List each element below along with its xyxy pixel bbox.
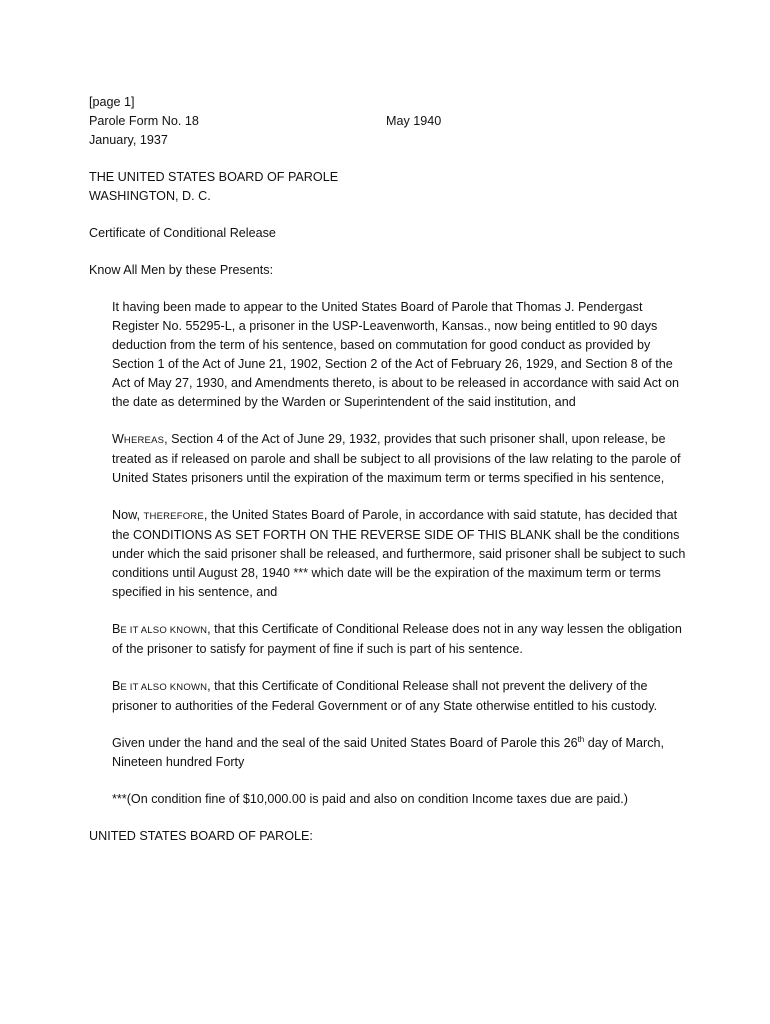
paragraph-text: It having been made to appear to the United States Board of Parole that Thomas J. Pendergast Register No. 55295-L, a prisoner in the USP-Leavenworth, Kansas., now being entitled to 90 days deduction from the term of his sentence, based on commutation for good conduct as provided by Section 1 of the Act of June 21, 1902, Section 2 of the Act of February 26, 1929, and Section 8 of the Act of May 27, 1930, and Amendments thereto, is about to be released in accordance with said Act on the date as determined by the Warden or Superintendent of the said institution, and	[112, 300, 680, 409]
form-number: Parole Form No. 18	[89, 114, 199, 128]
lead-initial: B	[112, 679, 121, 693]
paragraph-fine-obligation	[89, 620, 689, 659]
paragraph-text: , the United States Board of Parole, in accordance with said statute, has decided that the CONDITIONS AS SET FORTH ON THE REVERSE SIDE OF THIS BLANK shall be the conditions under which the said prisoner shall be released, and furthermore, said prisoner shall be subject to such conditions until August 28, 1940 *** which date will be the expiration of the maximum term or terms specified in his sentence, and	[112, 508, 686, 599]
paragraph-whereas	[89, 430, 689, 488]
paragraph-commutation	[89, 298, 689, 412]
paragraph-text: ***(On condition fine of $10,000.00 is paid and also on condition Income taxes due are paid.)	[112, 792, 628, 806]
lead-word: Now,	[112, 508, 144, 522]
form-date: May 1940	[386, 114, 442, 128]
document-title: Certificate of Conditional Release	[89, 226, 276, 240]
paragraph-text: Given under the hand and the seal of the said United States Board of Parole this 26	[112, 736, 578, 750]
paragraph-given-under-seal	[89, 734, 689, 772]
lead-small-caps: E IT ALSO KNOWN	[120, 682, 208, 693]
ordinal-suffix: th	[577, 734, 585, 744]
paragraph-text: , that this Certificate of Conditional Release shall not prevent the delivery of the prisoner to authorities of the Federal Government or of any State otherwise entitled to his custody.	[112, 679, 658, 713]
paragraph-delivery	[89, 677, 689, 716]
paragraph-text: , that this Certificate of Conditional Release does not in any way lessen the obligation of the prisoner to satisfy for payment of fine if such is part of his sentence.	[112, 622, 682, 656]
document-page	[89, 93, 689, 846]
salutation: Know All Men by these Presents:	[89, 263, 274, 277]
paragraph-text-rest: day of March, Nineteen hundred Forty	[112, 736, 665, 769]
agency-name: THE UNITED STATES BOARD OF PAROLE	[89, 170, 339, 184]
page-marker: [page 1]	[89, 95, 135, 109]
lead-small-caps: HEREAS	[123, 435, 165, 446]
signature-block: UNITED STATES BOARD OF PAROLE:	[89, 829, 313, 843]
lead-small-caps: THEREFORE	[143, 511, 204, 522]
paragraph-text: , Section 4 of the Act of June 29, 1932, provides that such prisoner shall, upon release, be treated as if released on parole and shall be subject to all provisions of the law relating to the parole of United States prisoners until the expiration of the maximum term or terms specified in his sentence,	[112, 432, 681, 485]
lead-initial: W	[112, 432, 124, 446]
lead-initial: B	[112, 622, 121, 636]
lead-small-caps: E IT ALSO KNOWN	[120, 625, 208, 636]
paragraph-therefore	[89, 506, 689, 602]
revision-date: January, 1937	[89, 133, 168, 147]
agency-location: WASHINGTON, D. C.	[89, 189, 211, 203]
paragraph-condition-note	[89, 790, 689, 809]
form-number-row	[89, 112, 689, 131]
